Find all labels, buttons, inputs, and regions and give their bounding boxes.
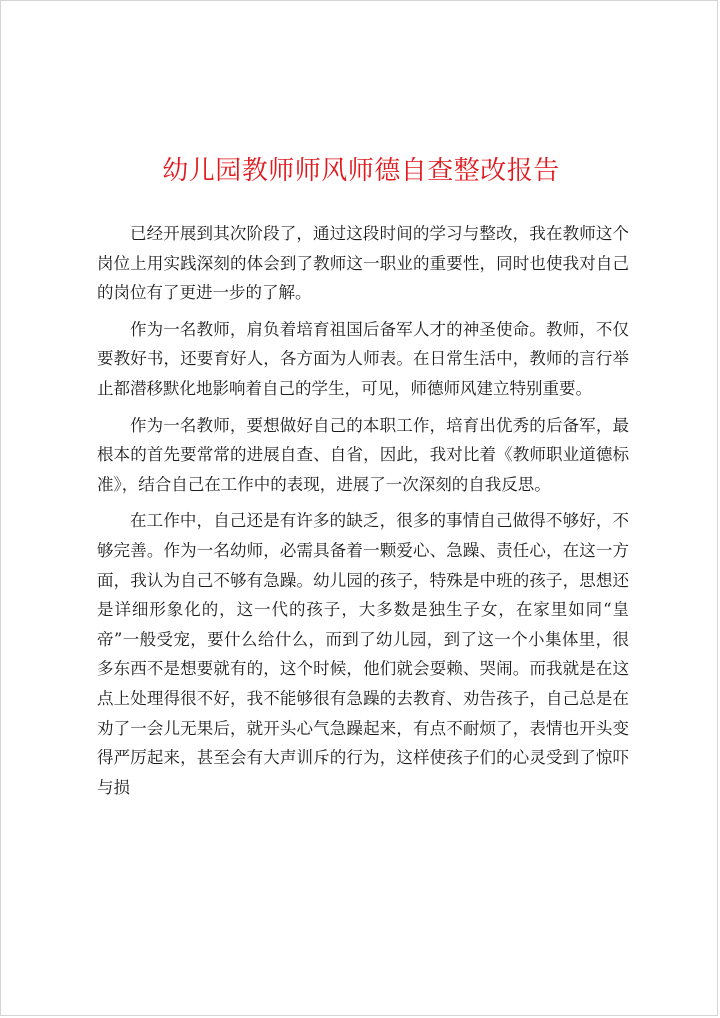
paragraph: 作为一名教师，肩负着培育祖国后备军人才的神圣使命。教师，不仅要教好书，还要育好人，各方面为人师表。在日常生活中，教师的言行举止都潜移默化地影响着自己的学生，可见，师德师风建立特别重要。 xyxy=(97,319,629,398)
paragraph: 作为一名教师，要想做好自己的本职工作，培育出优秀的后备军，最根本的首先要常常的进展自查、自省，因此，我对比着《教师职业道德标准》，结合自己在工作中的表现，进展了一次深刻的自我反思。 xyxy=(97,415,629,494)
paragraph: 在工作中，自己还是有许多的缺乏，很多的事情自己做得不够好，不够完善。作为一名幼师，必需具备着一颗爱心、急躁、责任心，在这一方面，我认为自己不够有急躁。幼儿园的孩子，特殊是中班的孩子，思想还是详细形象化的，这一代的孩子，大多数是独生子女，在家里如同“皇帝”一般受宠，要什么给什么，而到了幼儿园，到了这一个小集体里，很多东西不是想要就有的，这个时候，他们就会耍赖、哭闹。而我就是在这点上处理得很不好，我不能够很有急躁的去教育、劝告孩子，自己总是在劝了一会儿无果后，就开头心气急躁起来，有点不耐烦了，表情也开头变得严厉起来，甚至会有大声训斥的行为，这样使孩子们的心灵受到了惊吓与损 xyxy=(97,511,629,797)
paragraph: 已经开展到其次阶段了，通过这段时间的学习与整改，我在教师这个岗位上用实践深刻的体会到了教师这一职业的重要性，同时也使我对自己的岗位有了更进一步的了解。 xyxy=(97,224,629,303)
document-body xyxy=(97,219,629,809)
document-title: 幼儿园教师师风师德自查整改报告 xyxy=(162,156,560,186)
